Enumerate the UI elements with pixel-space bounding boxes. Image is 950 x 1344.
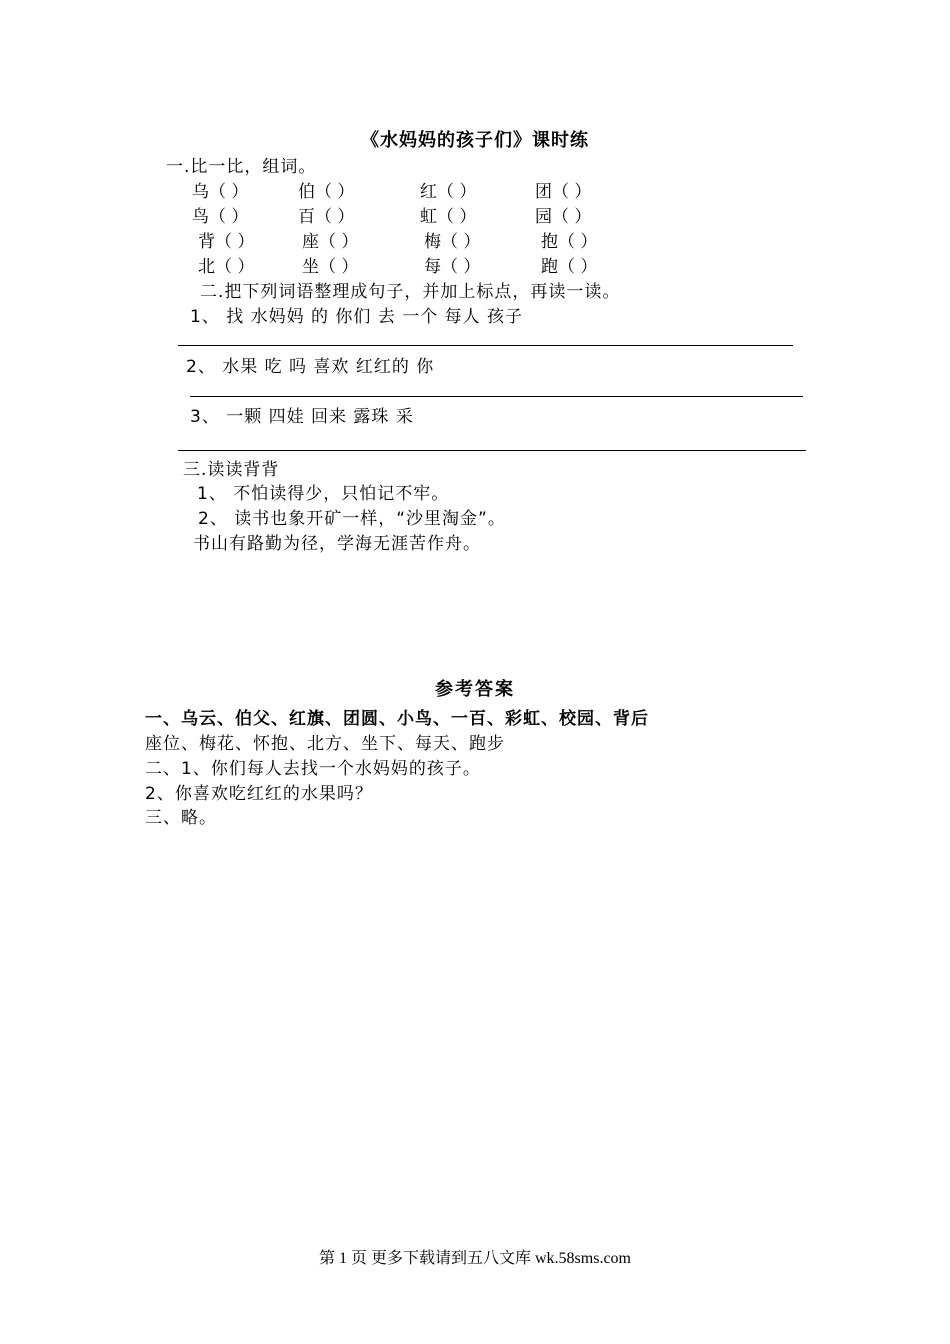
- sentence-item: 1、 找 水妈妈 的 你们 去 一个 每人 孩子: [190, 307, 524, 327]
- word-cell: 跑（ ）: [541, 257, 598, 277]
- answer-line: [178, 450, 806, 451]
- sentence-item: 3、 一颗 四娃 回来 露珠 采: [190, 407, 414, 427]
- recite-line: 书山有路勤为径，学海无涯苦作舟。: [193, 534, 481, 554]
- word-cell: 虹（ ）: [420, 207, 477, 227]
- word-cell: 抱（ ）: [541, 232, 598, 252]
- recite-line: 2、 读书也象开矿一样，“沙里淘金”。: [198, 509, 506, 529]
- word-cell: 百（ ）: [298, 207, 355, 227]
- section2-heading: 二.把下列词语整理成句子，并加上标点，再读一读。: [200, 282, 621, 302]
- word-cell: 红（ ）: [420, 182, 477, 202]
- word-cell: 团（ ）: [535, 182, 592, 202]
- answer-line: [190, 396, 803, 397]
- word-cell: 北（ ）: [198, 257, 255, 277]
- section3-heading: 三.读读背背: [183, 460, 280, 480]
- word-cell: 鸟（ ）: [192, 207, 249, 227]
- answer-line-text: 2、你喜欢吃红红的水果吗？: [145, 784, 373, 804]
- page-title: 《水妈妈的孩子们》课时练: [361, 130, 589, 151]
- word-cell: 坐（ ）: [302, 257, 359, 277]
- word-cell: 座（ ）: [302, 232, 359, 252]
- answer-line-text: 座位、梅花、怀抱、北方、坐下、每天、跑步: [145, 734, 505, 754]
- word-cell: 每（ ）: [424, 257, 481, 277]
- answer-line-text: 一、乌云、伯父、红旗、团圆、小鸟、一百、彩虹、校园、背后: [145, 709, 649, 729]
- word-cell: 园（ ）: [535, 207, 592, 227]
- page-footer: 第 1 页 更多下载请到五八文库 wk.58sms.com: [318, 1250, 631, 1267]
- section1-heading: 一.比一比，组词。: [166, 157, 317, 177]
- sentence-item: 2、 水果 吃 吗 喜欢 红红的 你: [186, 357, 435, 377]
- word-cell: 伯（ ）: [298, 182, 355, 202]
- recite-line: 1、 不怕读得少，只怕记不牢。: [197, 484, 450, 504]
- word-cell: 乌（ ）: [192, 182, 249, 202]
- word-cell: 梅（ ）: [424, 232, 481, 252]
- answer-line-text: 三、略。: [145, 808, 217, 828]
- answers-title: 参考答案: [435, 679, 515, 700]
- word-cell: 背（ ）: [198, 232, 255, 252]
- answer-line-text: 二、1、你们每人去找一个水妈妈的孩子。: [145, 759, 481, 779]
- answer-line: [178, 345, 793, 346]
